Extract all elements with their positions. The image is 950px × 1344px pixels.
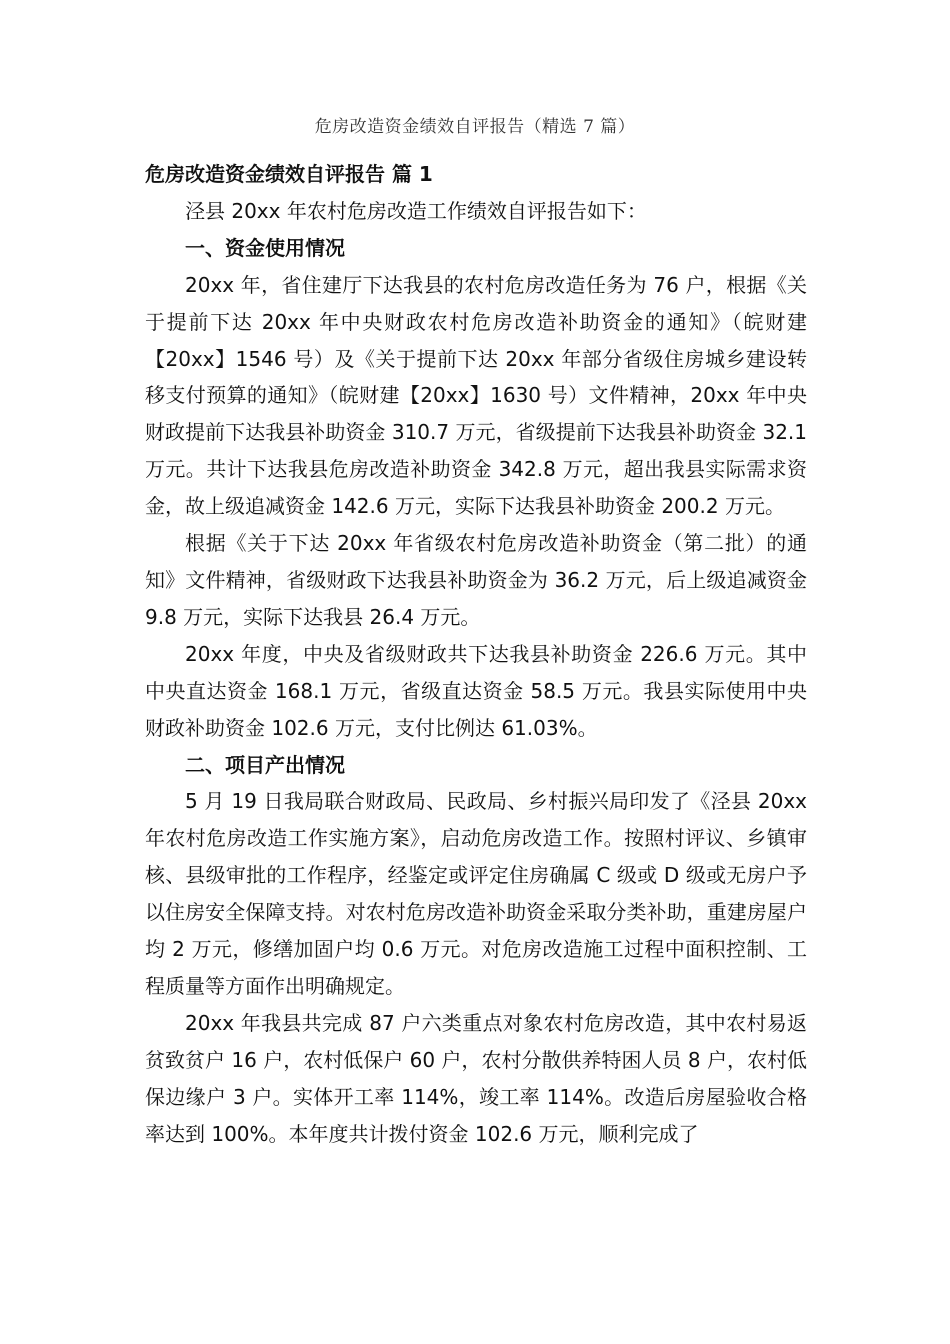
paragraph-completion: 20xx 年我县共完成 87 户六类重点对象农村危房改造，其中农村易返贫致贫户 16 户，农村低保户 60 户，农村分散供养特困人员 8 户，农村低保边缘户 3 户。实体开工率 114%，竣工率 114%。改造后房屋验收合格率达到 100%。本年度共计拨付资金 102.6 万元，顺利完成了	[145, 1010, 807, 1146]
paragraph-annual-total: 20xx 年度，中央及省级财政共下达我县补助资金 226.6 万元。其中中央直达资金 168.1 万元，省级直达资金 58.5 万元。我县实际使用中央财政补助资金 102.6 万元，支付比例达 61.03%。	[145, 641, 807, 740]
paragraph-second-batch: 根据《关于下达 20xx 年省级农村危房改造补助资金（第二批）的通知》文件精神，省级财政下达我县补助资金为 36.2 万元，后上级追减资金 9.8 万元，实际下达我县 26.4 万元。	[145, 531, 807, 629]
section-title: 危房改造资金绩效自评报告 篇 1	[145, 162, 433, 186]
document-body	[145, 156, 807, 1152]
heading-project-output: 二、项目产出情况	[185, 752, 345, 777]
document-title: 危房改造资金绩效自评报告（精选 7 篇）	[314, 117, 636, 137]
heading-fund-usage: 一、资金使用情况	[185, 235, 345, 260]
paragraph-fund-allocation: 20xx 年，省住建厅下达我县的农村危房改造任务为 76 户，根据《关于提前下达 20xx 年中央财政农村危房改造补助资金的通知》（皖财建【20xx】1546 号）及《关于提前下达 20xx 年部分省级住房城乡建设转移支付预算的通知》（皖财建【20xx】1630 号）文件精神，20xx 年中央财政提前下达我县补助资金 310.7 万元，省级提前下达我县补助资金 32.1 万元。共计下达我县危房改造补助资金 342.8 万元，超出我县实际需求资金，故上级追减资金 142.6 万元，实际下达我县补助资金 200.2 万元。	[145, 272, 807, 519]
intro-paragraph: 泾县 20xx 年农村危房改造工作绩效自评报告如下：	[185, 198, 647, 223]
paragraph-implementation: 5 月 19 日我局联合财政局、民政局、乡村振兴局印发了《泾县 20xx 年农村危房改造工作实施方案》，启动危房改造工作。按照村评议、乡镇审核、县级审批的工作程序，经鉴定或评定住房确属 C 级或 D 级或无房户予以住房安全保障支持。对农村危房改造补助资金采取分类补助，重建房屋户均 2 万元，修缮加固户均 0.6 万元。对危房改造施工过程中面积控制、工程质量等方面作出明确规定。	[145, 789, 807, 998]
